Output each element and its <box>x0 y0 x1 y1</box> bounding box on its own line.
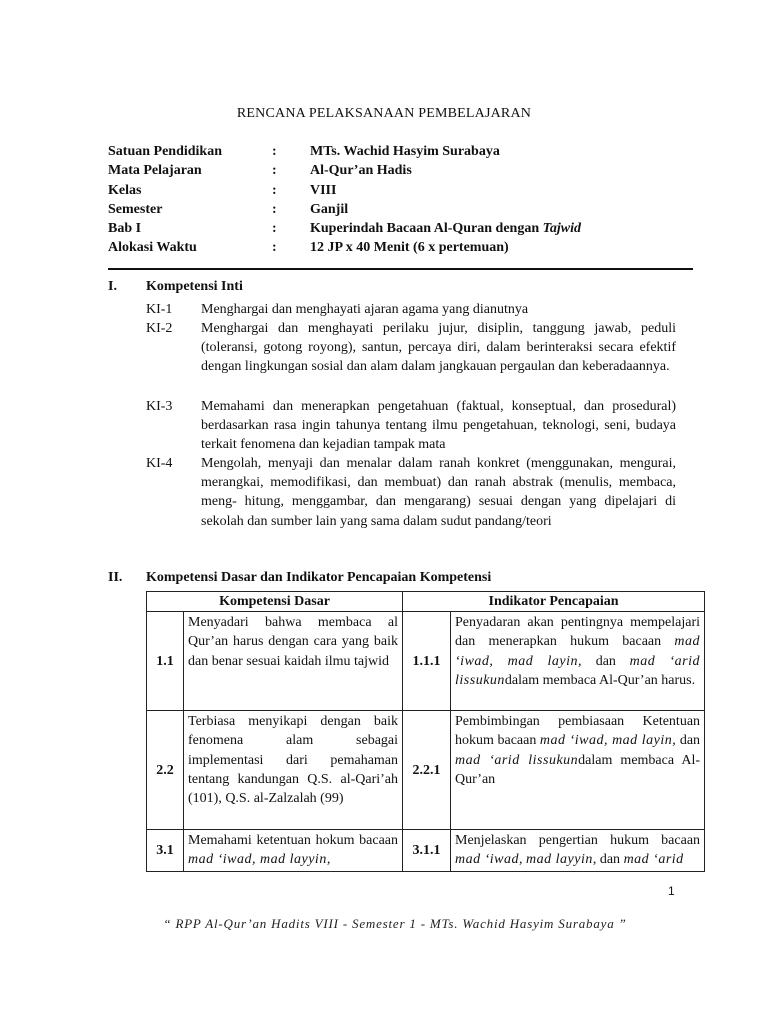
kd-code: 3.1 <box>147 830 184 871</box>
indicator-term: mad layyin <box>526 852 593 868</box>
identity-value <box>310 221 581 240</box>
indicator-text-part: Menjelaskan pengertian hukum bacaan <box>455 833 701 849</box>
header-divider <box>108 268 693 270</box>
identity-value: VIII <box>310 182 337 198</box>
ki-text: Memahami dan menerapkan pengetahuan (faktual, konseptual, dan prosedural) berdasarkan rasa ingin tahunya tentang ilmu pengetahuan, teknologi, seni, budaya terkait fenomena dan kejadian tampak mata <box>201 399 676 453</box>
identity-label: Semester <box>108 201 163 217</box>
kd-term: mad ‘iwad, mad layyin, <box>188 852 331 868</box>
ki-code: KI-2 <box>146 321 173 336</box>
identity-value-italic: Tajwid <box>542 221 582 237</box>
indicator-text <box>451 612 705 711</box>
table-row <box>147 830 705 871</box>
indicator-text-part: Penyadaran akan pentingnya mempelajari dan menerapkan hukum bacaan <box>455 615 701 650</box>
identity-value: 12 JP x 40 Menit (6 x pertemuan) <box>310 240 509 256</box>
identity-table <box>108 144 581 260</box>
ki-item <box>146 397 676 455</box>
indicator-term: mad ‘arid lissukun <box>455 752 579 768</box>
indicator-code: 1.1.1 <box>403 612 451 711</box>
identity-value: MTs. Wachid Hasyim Surabaya <box>310 144 500 159</box>
identity-colon: : <box>272 221 277 237</box>
kd-code: 1.1 <box>147 612 184 711</box>
identity-label: Satuan Pendidikan <box>108 144 222 159</box>
indicator-term: mad ‘iwad, mad layin, <box>539 733 677 749</box>
kd-text: Menyadari bahwa membaca al Qur’an harus dengan cara yang baik dan benar sesuai kaidah ilmu tajwid <box>184 612 403 711</box>
indicator-text-part: dan <box>581 653 630 669</box>
section-number: II. <box>108 570 123 585</box>
indicator-text-part: Pembimbingan pembiasaan Ketentuan hokum bacaan <box>455 714 701 749</box>
indicator-text-part: , dan <box>592 852 624 868</box>
identity-row <box>108 202 581 221</box>
indicator-text-part: dalam membaca Al-Qur’an harus. <box>504 672 696 688</box>
indicator-column-header: Indikator Pencapaian <box>403 592 705 612</box>
indicator-text-part: , <box>519 852 527 868</box>
indicator-text-part: dalam membaca Al-Qur’an <box>455 752 701 787</box>
kd-text: Terbiasa menyikapi dengan baik fenomena alam sebagai implementasi dari pemahaman tentang kandungan Q.S. al-Qari’ah (101), Q.S. al-Zalzalah (99) <box>184 711 403 830</box>
kd-table-header <box>147 592 705 612</box>
ki-code: KI-1 <box>146 302 173 317</box>
indicator-text <box>451 830 705 871</box>
identity-row <box>108 183 581 202</box>
indicator-text <box>451 711 705 830</box>
identity-label: Kelas <box>108 182 142 198</box>
kd-code: 2.2 <box>147 711 184 830</box>
table-row <box>147 711 705 830</box>
indicator-code: 3.1.1 <box>403 830 451 871</box>
ki-item <box>146 454 676 531</box>
kd-text-part: Memahami ketentuan hokum bacaan <box>188 833 399 849</box>
identity-colon: : <box>272 163 277 179</box>
ki-item <box>146 319 676 377</box>
identity-label: Alokasi Waktu <box>108 240 197 256</box>
identity-row <box>108 163 581 182</box>
identity-value: Al-Qur’an Hadis <box>310 163 412 179</box>
identity-row <box>108 144 581 163</box>
ki-text: Menghargai dan menghayati perilaku jujur, disiplin, tanggung jawab, peduli (toleransi, gotong royong), santun, percaya diri, dalam berinteraksi secara efektif dengan lingkungan sosial dan alam dalam jangkauan pergaulan dan keberadaannya. <box>201 321 676 375</box>
indicator-term: mad ‘iwad <box>455 852 520 868</box>
table-row <box>147 612 705 711</box>
indicator-term: mad ‘arid lissukun <box>455 653 701 688</box>
identity-value: Ganjil <box>310 201 349 217</box>
indicator-code: 2.2.1 <box>403 711 451 830</box>
ki-text: Mengolah, menyaji dan menalar dalam ranah konkret (menggunakan, mengurai, merangkai, memodifikasi, dan membuat) dan ranah abstrak (menulis, membaca, meng- hitung, menggambar, dan mengarang) sesuai dengan yang dipelajari di sekolah dan sumber lain yang sama dalam sudut pandang/teori <box>201 456 676 529</box>
ki-item <box>146 300 676 319</box>
indicator-term: mad ‘iwad, mad layin, <box>455 634 701 669</box>
ki-code: KI-4 <box>146 456 173 471</box>
identity-label: Mata Pelajaran <box>108 163 202 179</box>
document-title: RENCANA PELAKSANAAN PEMBELAJARAN <box>236 106 532 121</box>
ki-code: KI-3 <box>146 399 173 414</box>
page-number: 1 <box>668 884 675 898</box>
identity-colon: : <box>272 182 277 198</box>
indicator-term: mad ‘arid <box>623 852 684 868</box>
kd-text <box>184 830 403 871</box>
indicator-text-part: dan <box>676 733 701 749</box>
page-footer: “ RPP Al-Qur’an Hadits VIII - Semester 1 - MTs. Wachid Hasyim Surabaya ” <box>163 916 627 931</box>
identity-value-text: Kuperindah Bacaan Al-Quran dengan <box>310 221 543 237</box>
section-number: I. <box>108 279 117 294</box>
ki-text: Menghargai dan menghayati ajaran agama yang dianutnya <box>201 302 529 317</box>
kd-column-header: Kompetensi Dasar <box>147 592 403 612</box>
identity-row <box>108 240 581 259</box>
identity-colon: : <box>272 144 277 159</box>
identity-colon: : <box>272 201 277 217</box>
section-title: Kompetensi Dasar dan Indikator Pencapaian Kompetensi <box>146 570 492 585</box>
identity-label: Bab I <box>108 221 142 237</box>
kd-table <box>146 591 705 872</box>
identity-colon: : <box>272 240 277 256</box>
identity-row <box>108 221 581 240</box>
section-title: Kompetensi Inti <box>146 279 243 294</box>
